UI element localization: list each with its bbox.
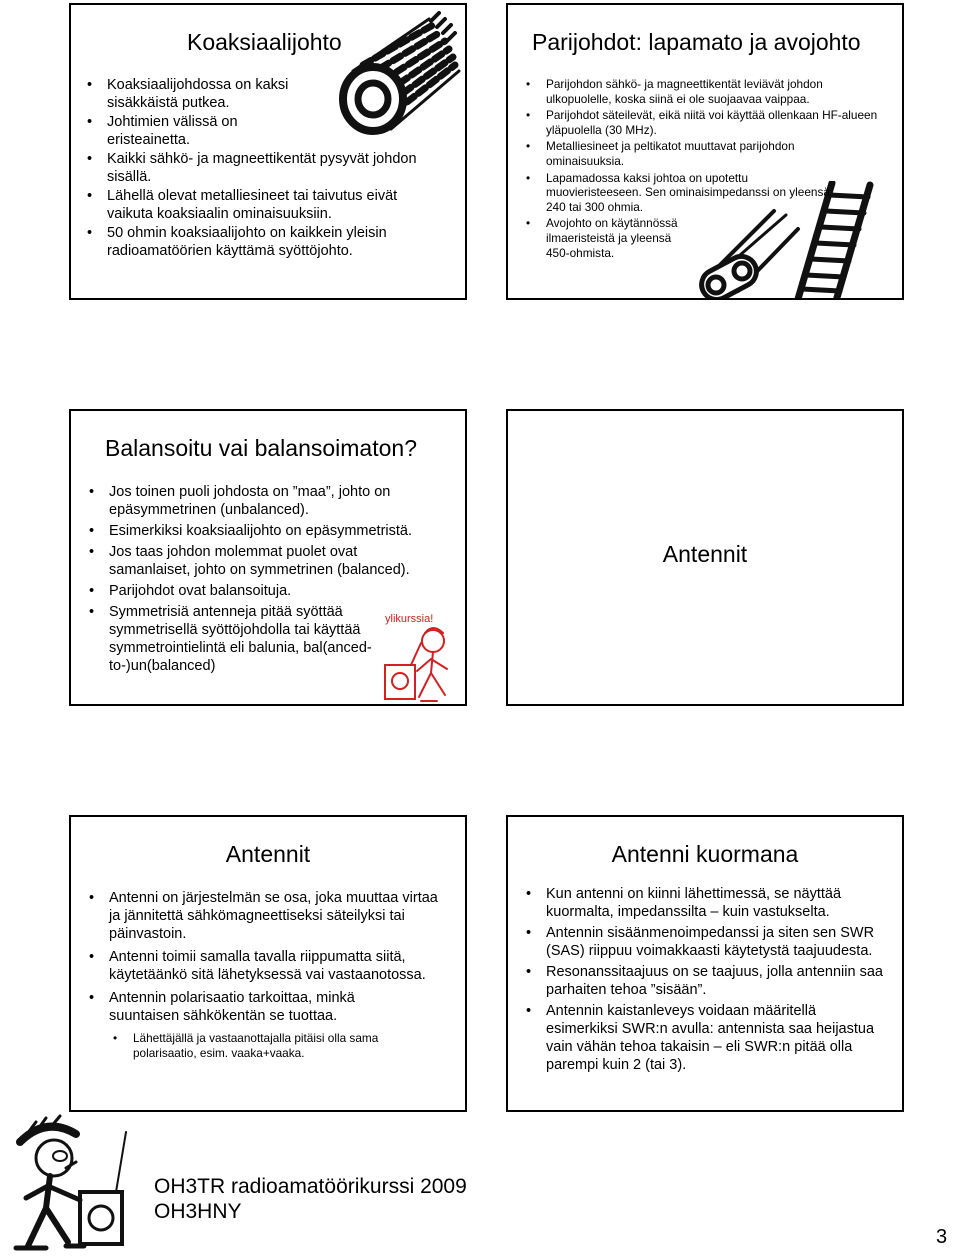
- list-item: • Symmetrisiä antenneja pitää syöttää symmetrisellä syöttöjohdolla tai käyttää symmetrointielintä eli balunia, bal(anced-to-)un(balanced): [89, 603, 389, 675]
- list-item: • Metalliesineet ja peltikatot muuttavat parijohdon ominaisuuksia.: [526, 139, 846, 168]
- list-item: • Kun antenni on kiinni lähettimessä, se näyttää kuormalta, impedanssilta – kuin vastukselta.: [526, 885, 886, 921]
- list-item: • Parijohdot säteilevät, eikä niitä voi käyttää ollenkaan HF-alueen yläpuolella (30 MHz).: [526, 108, 886, 137]
- slide-title: Balansoitu vai balansoimaton?: [105, 435, 417, 461]
- slide-twin-lead: [506, 3, 904, 300]
- cartoon-caption: ylikurssia!: [385, 613, 434, 625]
- list-item: • Koaksiaalijohdossa on kaksi sisäkkäistä putkea.: [87, 77, 317, 112]
- list-item: • 50 ohmin koaksiaalijohto on kaikkein yleisin radioamatöörien käyttämä syöttöjohto.: [87, 225, 417, 260]
- slide-title: Koaksiaalijohto: [187, 29, 342, 55]
- bullet-list: [526, 77, 886, 260]
- slide-balanced: [69, 409, 467, 706]
- page-number: 3: [936, 1226, 948, 1248]
- list-item: • Resonanssitaajuus on se taajuus, jolla antenniin saa parhaiten tehoa ”sisään”.: [526, 963, 886, 999]
- list-item: • Jos taas johdon molemmat puolet ovat samanlaiset, johto on symmetrinen (balanced).: [89, 543, 439, 579]
- slide-title: Antenni kuormana: [611, 841, 799, 867]
- slide-title: Antennit: [225, 841, 311, 867]
- list-item: • Parijohdon sähkö- ja magneettikentät leviävät johdon ulkopuolelle, koska siinä ei ole suojaavaa vaippaa.: [526, 77, 886, 106]
- list-item: • Antenni on järjestelmän se osa, joka muuttaa virtaa ja jännitettä sähkömagneettiseksi säteilyksi tai päinvastoin.: [89, 889, 451, 943]
- list-item: • Kaikki sähkö- ja magneettikentät pysyvät johdon sisällä.: [87, 151, 457, 186]
- footer-author: OH3HNY: [154, 1200, 242, 1223]
- radio-operator-cartoon-icon: [6, 1112, 132, 1254]
- list-item: • Lapamadossa kaksi johtoa on upotettu muovieristeeseen. Sen ominaisimpedanssi on yleensä 240 tai 300 ohmia.: [526, 171, 836, 215]
- slide-antennas-section: [506, 409, 904, 706]
- list-item: [89, 989, 389, 1061]
- slide-antennas: [69, 815, 467, 1112]
- bullet-list: [526, 885, 886, 1074]
- list-item: • Antennin kaistanleveys voidaan määritellä esimerkiksi SWR:n avulla: antennista saa heijastua vain vähän tehoa takaisin – eli SWR:n pitää olla parempi kuin 2 (tai 3).: [526, 1002, 886, 1074]
- list-item: • Parijohdot ovat balansoituja.: [89, 582, 409, 600]
- list-item: • Lähellä olevat metalliesineet tai taivutus eivät vaikuta koaksiaalin ominaisuuksiin.: [87, 188, 417, 223]
- bullet-list: [89, 889, 451, 1061]
- radio-operator-cartoon-icon: [381, 625, 463, 705]
- list-item: • Jos toinen puoli johdosta on ”maa”, johto on epäsymmetrinen (unbalanced).: [89, 483, 429, 519]
- slide-antenna-load: [506, 815, 904, 1112]
- list-item-text: Antennin polarisaatio tarkoittaa, minkä suuntaisen sähkökentän se tuottaa.: [109, 990, 355, 1024]
- slide-title: Antennit: [662, 541, 748, 567]
- list-item: • Antenni toimii samalla tavalla riippumatta siitä, käytetäänkö sitä lähetyksessä vai vastaanotossa.: [89, 948, 451, 984]
- sub-bullet-list: [109, 1031, 419, 1061]
- list-item: • Johtimien välissä on eristeainetta.: [87, 114, 317, 149]
- slide-coaxial: [69, 3, 467, 300]
- list-item: • Avojohto on käytännössä ilmaeristeistä ja yleensä 450-ohmista.: [526, 216, 696, 260]
- list-item: • Esimerkiksi koaksiaalijohto on epäsymmetristä.: [89, 522, 459, 540]
- slide-title: Parijohdot: lapamato ja avojohto: [532, 29, 861, 55]
- sub-list-item: • Lähettäjällä ja vastaanottajalla pitäisi olla sama polarisaatio, esim. vaaka+vaaka.: [109, 1031, 419, 1061]
- bullet-list: [87, 77, 457, 260]
- list-item: • Antennin sisäänmenoimpedanssi ja siten sen SWR (SAS) riippuu voimakkaasti käytetystä taajuudesta.: [526, 924, 886, 960]
- footer-course-name: OH3TR radioamatöörikurssi 2009: [154, 1175, 467, 1198]
